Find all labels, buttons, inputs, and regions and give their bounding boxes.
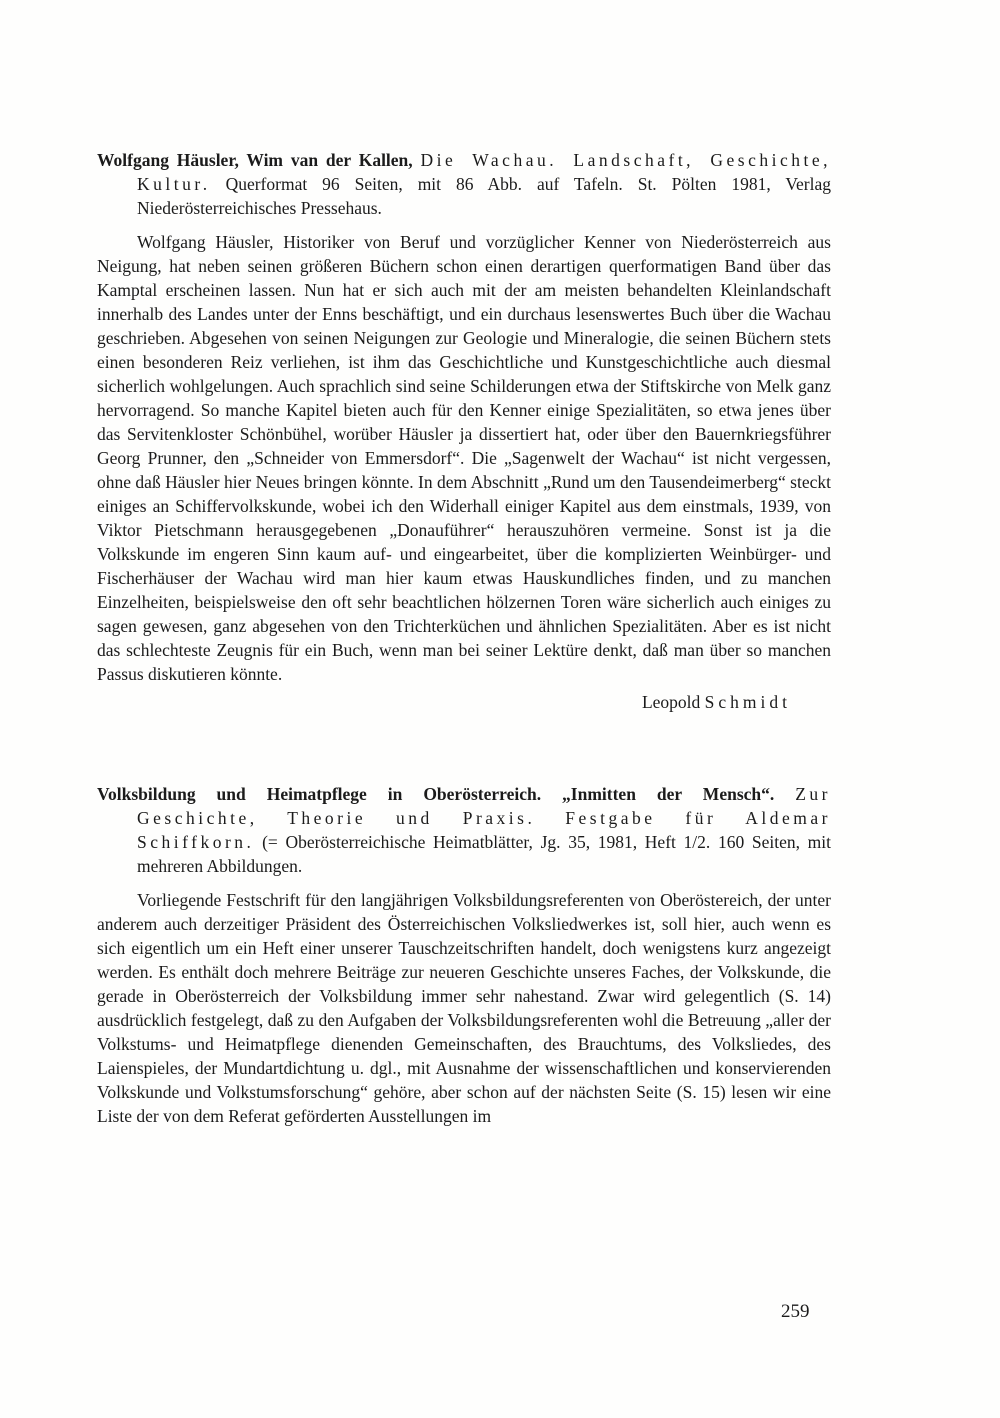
reviewer-surname: Schmidt [704, 692, 791, 712]
review-2-heading [97, 782, 831, 878]
review-1-signature [97, 690, 831, 714]
review-2-body-text: Vorliegende Festschrift für den langjährigen Volksbildungsreferenten von Oberöstereich, der unter anderem auch derzeitiger Präsident des Österreichischen Volksliedwerkes ist, soll hier, auch wenn es sich eigentlich um ein Heft einer unserer Tauschzeitschriften handelt, doch wenigstens kurz angezeigt werden. Es enthält doch mehrere Beiträge zur neueren Geschichte unseres Faches, der Volkskunde, die gerade in Oberösterreich der Volksbildung immer sehr nahestand. Zwar wird gelegentlich (S. 14) ausdrücklich festgelegt, daß zu den Aufgaben der Volksbildungsreferenten wohl die Betreuung „aller der Volkstums- und Heimatpflege dienenden Gemeinschaften, des Brauchtums, des Volksliedes, des Laienspieles, der Mundartdichtung u. dgl., mit Ausnahme der wissenschaftlichen und konservierenden Volkskunde und Volkstumsforschung“ gehöre, aber schon auf der nächsten Seite (S. 15) lesen wir eine Liste der von dem Referat geförderten Ausstellungen im [97, 890, 831, 1126]
review-2-book-title-bold: Volksbildung und Heimatpflege in Oberösterreich. „Inmitten der Mensch“. [97, 784, 775, 804]
review-1 [97, 148, 831, 714]
review-2-subtitle: Zur Geschichte, Theorie und Praxis. Festgabe für Aldemar Schiffkorn. [137, 784, 831, 852]
text-block [97, 148, 831, 1128]
review-2 [97, 782, 831, 1128]
page-number: 259 [781, 1301, 810, 1322]
review-1-book-title: Die Wachau. Landschaft, Geschichte, Kultur. [137, 150, 832, 194]
reviewer-first-name: Leopold [641, 692, 701, 712]
review-1-body-text: Wolfgang Häusler, Historiker von Beruf und vorzüglicher Kenner von Niederösterreich aus Neigung, hat neben seinen größeren Büchern schon einen derartigen querformatigen Band über das Kamptal erscheinen lassen. Nun hat er sich auch mit der am meisten behandelten Kleinlandschaft innerhalb des Landes unter der Enns beschäftigt, und ein durchaus lesenswertes Buch über die Wachau geschrieben. Abgesehen von seinen Neigungen zur Geologie und Mineralogie, die seinen Büchern stets einen besonderen Reiz verliehen, ist ihm das Geschichtliche und Kunstgeschichtliche auch diesmal sicherlich wohlgelungen. Auch sprachlich sind seine Schilderungen etwa der Stiftskirche von Melk ganz hervorragend. So manche Kapitel bieten auch für den Kenner einige Spezialitäten, so etwa jenes über das Servitenkloster Schönbühel, worüber Häusler ja dissertiert hat, oder über den Bauernkriegsführer Georg Prunner, den „Schneider von Emmersdorf“. Die „Sagenwelt der Wachau“ ist nicht vergessen, ohne daß Häusler hier Neues bringen könnte. In dem Abschnitt „Rund um den Tausendeimerberg“ steckt einiges an Schiffervolkskunde, wobei ich den Widerhall einiger Kapitel aus dem einstmals, 1939, von Viktor Pietschmann herausgegebenen „Donauführer“ herauszuhören vermeine. Sonst ist ja die Volkskunde im engeren Sinn kaum auf- und eingearbeitet, über die komplizierten Weinbürger- und Fischerhäuser der Wachau wird man hier kaum etwas Hauskundliches finden, und zu manchen Einzelheiten, beispielsweise den oft sehr beachtlichen hölzernen Toren wäre sicherlich auch einiges zu sagen gewesen, ganz abgesehen von den Trichterküchen und ähnlichen Spezialitäten. Aber es ist nicht das schlechteste Zeugnis für ein Buch, wenn man bei seiner Lektüre denkt, daß man über so manchen Passus diskutieren könnte. [97, 232, 831, 684]
review-1-authors: Wolfgang Häusler, Wim van der Kallen, [97, 150, 413, 170]
review-1-heading [97, 148, 831, 220]
review-1-publication-info: Querformat 96 Seiten, mit 86 Abb. auf Tafeln. St. Pölten 1981, Verlag Niederösterreichisches Pressehaus. [137, 174, 832, 218]
review-2-publication-info: (= Oberösterreichische Heimatblätter, Jg. 35, 1981, Heft 1/2. 160 Seiten, mit mehreren Abbildungen. [137, 832, 831, 876]
